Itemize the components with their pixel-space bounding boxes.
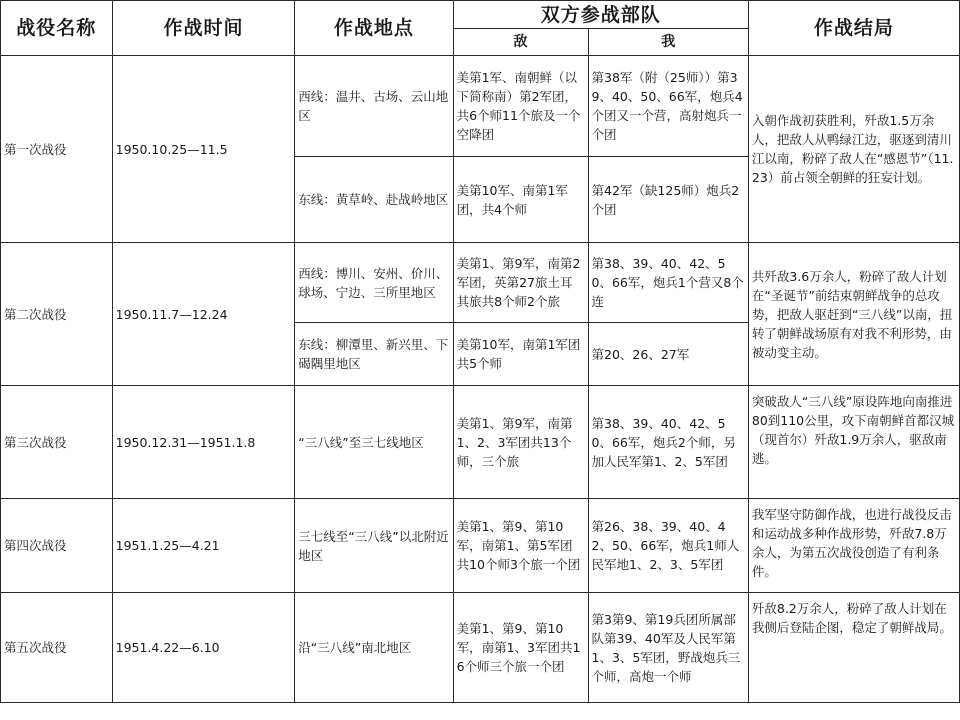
header-enemy: 敌 bbox=[453, 29, 588, 56]
table-row bbox=[1, 593, 960, 703]
result-cell: 入朝作战初获胜利，歼敌1.5万余人，把敌人从鸭绿江边，驱逐到清川江以南，粉碎了敌人在“感恩节”（11.23）前占领全朝鲜的狂妄计划。 bbox=[748, 56, 959, 243]
campaign-time-cell: 1950.12.31—1951.1.8 bbox=[112, 386, 295, 499]
place-cell: 沿“三八线”南北地区 bbox=[295, 593, 453, 703]
header-campaign: 战役名称 bbox=[1, 1, 113, 56]
campaign-time-cell: 1951.4.22—6.10 bbox=[112, 593, 295, 703]
header-row bbox=[1, 1, 960, 29]
table-row bbox=[1, 499, 960, 593]
result-cell: 共歼敌3.6万余人，粉碎了敌人计划在“圣诞节”前结束朝鲜战争的总攻势，把敌人驱赶到“三八线”以南，扭转了朝鲜战场原有对我不利形势，由被动变主动。 bbox=[748, 243, 959, 386]
header-place: 作战地点 bbox=[295, 1, 453, 56]
enemy-cell: 美第10军、南第1军团，共4个师 bbox=[453, 157, 588, 243]
enemy-cell: 美第1、第9、第10军，南第1、第5军团共10个师3个旅一个团 bbox=[453, 499, 588, 593]
campaign-time-cell: 1950.10.25—11.5 bbox=[112, 56, 295, 243]
enemy-cell: 美第1、第9军，南第2军团，英第27旅土耳其旅共8个师2个旅 bbox=[453, 243, 588, 323]
place-cell: 西线：温井、古场、云山地区 bbox=[295, 56, 453, 157]
enemy-cell: 美第1军、南朝鲜（以下简称南）第2军团，共6个师11个旅及一个空降团 bbox=[453, 56, 588, 157]
campaign-time-cell: 1950.11.7—12.24 bbox=[112, 243, 295, 386]
ours-cell: 第3第9、第19兵团所属部队第39、40军及人民军第1、3、5军团，野战炮兵三个师，高炮一个师 bbox=[588, 593, 748, 703]
table-row bbox=[1, 56, 960, 157]
header-forces: 双方参战部队 bbox=[453, 1, 748, 29]
table-row bbox=[1, 243, 960, 323]
campaign-name-cell: 第一次战役 bbox=[1, 56, 113, 243]
enemy-cell: 美第1、第9军，南第1、2、3军团共13个师，三个旅 bbox=[453, 386, 588, 499]
campaign-name-cell: 第三次战役 bbox=[1, 386, 113, 499]
ours-cell: 第38、39、40、42、50、66军，炮兵2个师，另加人民军第1、2、5军团 bbox=[588, 386, 748, 499]
header-result: 作战结局 bbox=[748, 1, 959, 56]
result-cell: 我军坚守防御作战，也进行战役反击和运动战多种作战形势，歼敌7.8万余人，为第五次战役创造了有利条件。 bbox=[748, 499, 959, 593]
enemy-cell: 美第10军，南第1军团共5个师 bbox=[453, 323, 588, 386]
campaign-name-cell: 第二次战役 bbox=[1, 243, 113, 386]
ours-cell: 第20、26、27军 bbox=[588, 323, 748, 386]
place-cell: 东线：柳潭里、新兴里、下碣隅里地区 bbox=[295, 323, 453, 386]
place-cell: “三八线”至三七线地区 bbox=[295, 386, 453, 499]
header-time: 作战时间 bbox=[112, 1, 295, 56]
header-ours: 我 bbox=[588, 29, 748, 56]
enemy-cell: 美第1、第9、第10军，南第1、3军团共16个师三个旅一个团 bbox=[453, 593, 588, 703]
campaign-name-cell: 第四次战役 bbox=[1, 499, 113, 593]
result-cell: 歼敌8.2万余人，粉碎了敌人计划在我侧后登陆企图，稳定了朝鲜战局。 bbox=[748, 593, 959, 703]
ours-cell: 第26、38、39、40、42、50、66军，炮兵1师人民军地1、2、3、5军团 bbox=[588, 499, 748, 593]
place-cell: 西线：博川、安州、价川、球场、宁边、三所里地区 bbox=[295, 243, 453, 323]
campaign-time-cell: 1951.1.25—4.21 bbox=[112, 499, 295, 593]
ours-cell: 第42军（缺125师）炮兵2个团 bbox=[588, 157, 748, 243]
place-cell: 三七线至“三八线”以北附近地区 bbox=[295, 499, 453, 593]
ours-cell: 第38军（附（25师））第39、40、50、66军，炮兵4个团又一个营，高射炮兵一个团 bbox=[588, 56, 748, 157]
table-row bbox=[1, 386, 960, 499]
place-cell: 东线：黄草岭、赴战岭地区 bbox=[295, 157, 453, 243]
result-cell: 突破敌人“三八线”原设阵地向南推进80到110公里，攻下南朝鲜首都汉城（现首尔）歼敌1.9万余人，驱敌南逃。 bbox=[748, 386, 959, 499]
campaign-name-cell: 第五次战役 bbox=[1, 593, 113, 703]
ours-cell: 第38、39、40、42、50、66军，炮兵1个营又8个连 bbox=[588, 243, 748, 323]
